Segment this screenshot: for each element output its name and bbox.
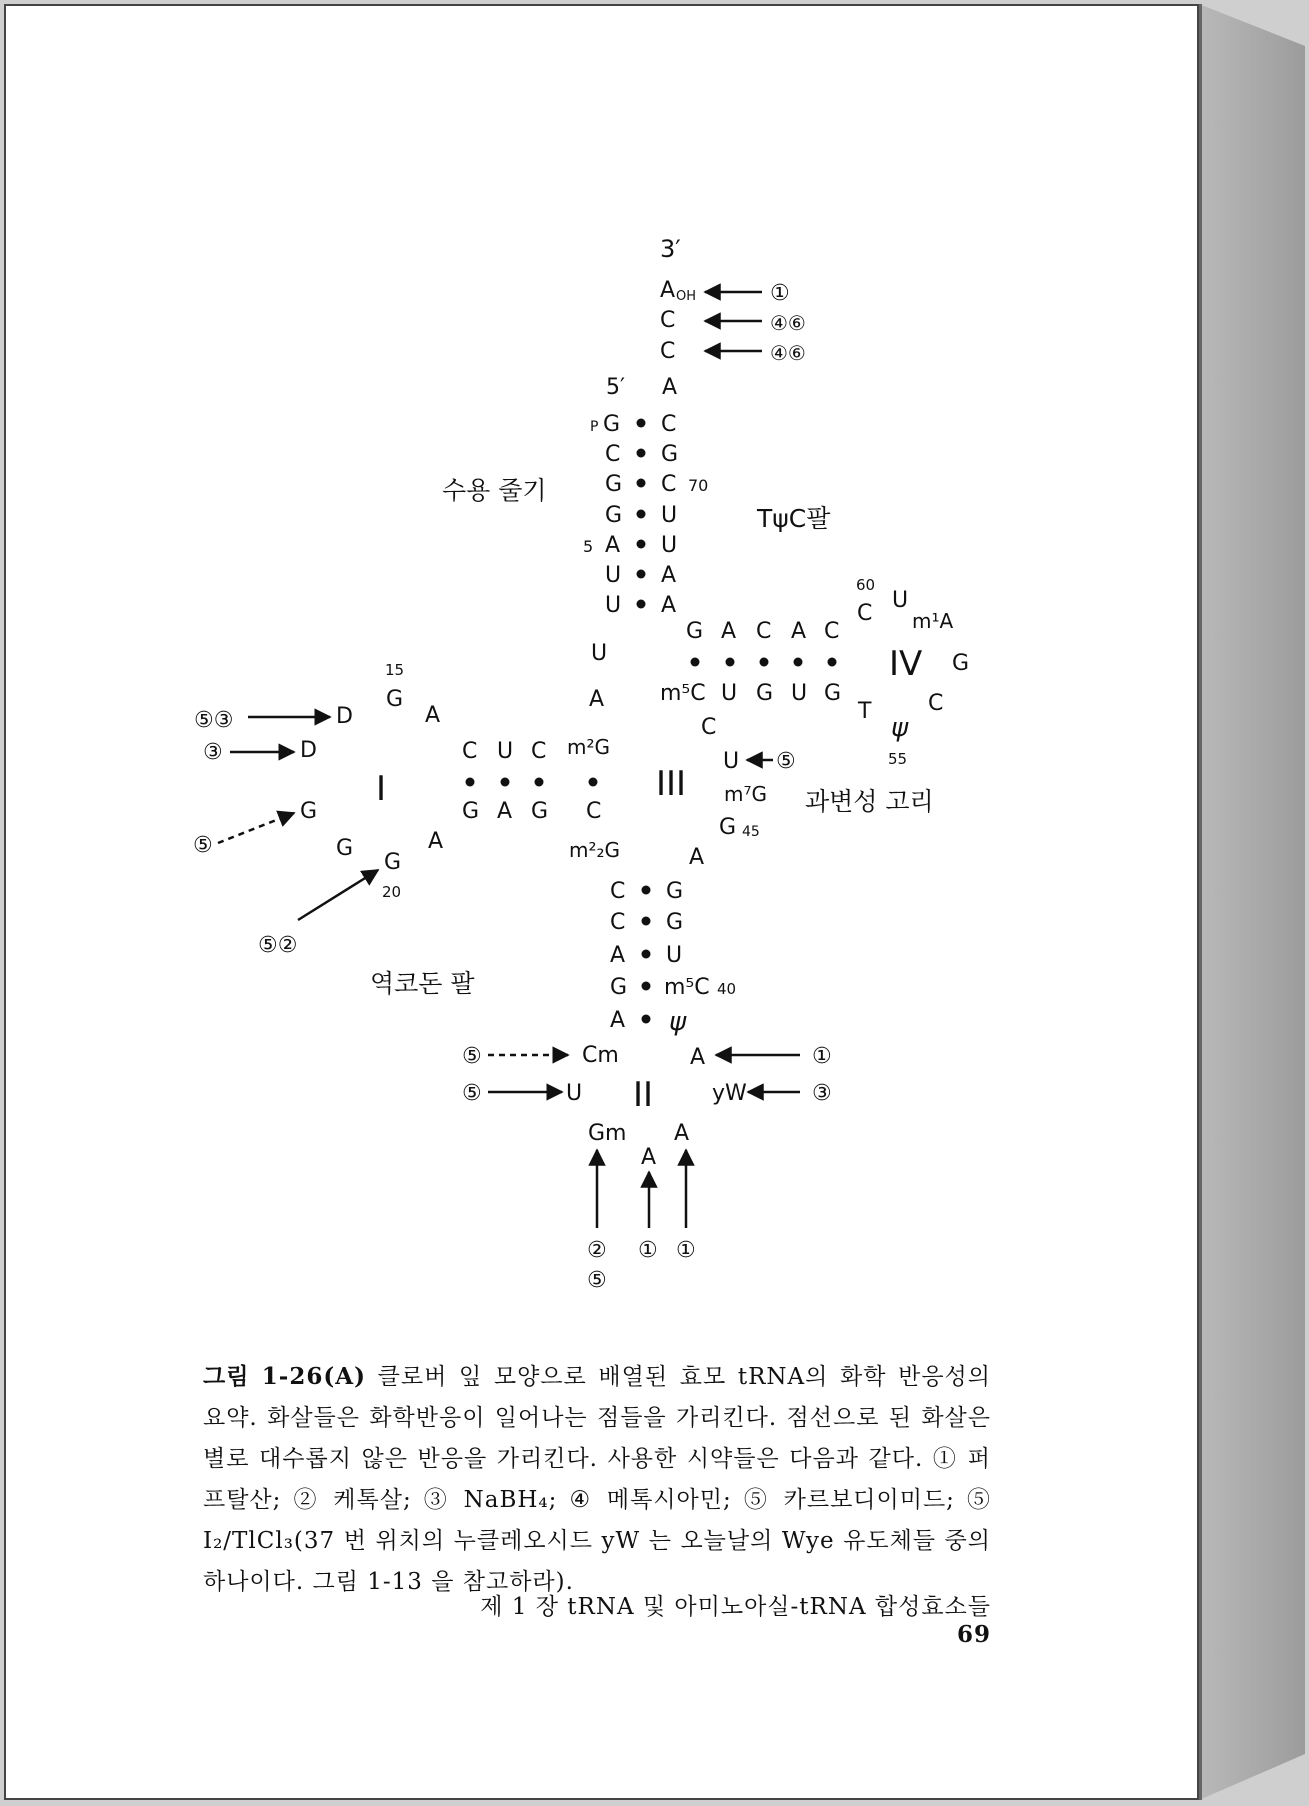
- mark-d2: ③: [203, 740, 223, 765]
- anticodon-left-2: A: [610, 943, 626, 968]
- tpsic-arm-label: TψC팔: [757, 504, 831, 533]
- anticodon-arm: [370, 879, 832, 1293]
- pair-dot: [642, 982, 651, 991]
- roman-i: I: [376, 769, 387, 809]
- mark-yw: ③: [812, 1081, 832, 1106]
- chapter-title: 제 1 장 tRNA 및 아미노아실-tRNA 합성효소들: [480, 1594, 991, 1620]
- anticodon-right-0: G: [666, 879, 684, 904]
- page-number: 69: [956, 1621, 991, 1648]
- pair-dot: [637, 540, 646, 549]
- acceptor-c2: C: [660, 339, 676, 364]
- d-arm: [193, 661, 601, 958]
- pair-dot: [535, 778, 544, 787]
- acceptor-left-6: U: [605, 593, 622, 618]
- mark-gm-extra: ⑤: [587, 1268, 607, 1293]
- pair-dot: [691, 658, 700, 667]
- tpsic-bottom-0: m⁵C: [660, 681, 706, 706]
- junction-a9: A: [589, 687, 605, 712]
- tpsic-bottom-2: G: [756, 681, 774, 706]
- junction-g45: G: [719, 815, 737, 840]
- anticodon-right-1: G: [666, 910, 684, 935]
- pair-dot: [501, 778, 510, 787]
- d-arm-g20: G: [384, 850, 402, 875]
- d-arm-top-0: C: [462, 739, 478, 764]
- acceptor-right-6: A: [661, 593, 677, 618]
- anticodon-left-1: C: [610, 910, 626, 935]
- tpsic-loop-m1a: m¹A: [912, 609, 954, 633]
- pair-dot: [642, 886, 651, 895]
- d-arm-bottom-2: G: [531, 799, 549, 824]
- tpsic-loop-c2: C: [928, 691, 944, 716]
- pair-dot: [637, 449, 646, 458]
- acceptor-left-3: G: [605, 503, 623, 528]
- anticodon-right-4: ψ: [669, 1007, 687, 1037]
- junction-u8: U: [591, 641, 608, 666]
- pair-dot: [637, 510, 646, 519]
- acceptor-left-0-p: P: [590, 419, 599, 435]
- d-arm-bottom-0: G: [462, 799, 480, 824]
- d-arm-g-low: G: [336, 836, 354, 861]
- roman-iii: III: [656, 764, 687, 804]
- tpsic-top-4: C: [824, 619, 840, 644]
- acceptor-left-5: U: [605, 563, 622, 588]
- tpsic-bottom-3: U: [791, 681, 808, 706]
- num-40: 40: [717, 980, 737, 998]
- junction-m7g: m⁷G: [724, 782, 767, 806]
- pair-dot: [637, 600, 646, 609]
- d-arm-a14: A: [425, 703, 441, 728]
- acceptor-stem: [583, 412, 708, 618]
- junction-m22g: m²₂G: [569, 838, 621, 862]
- tpsic-loop-u: U: [892, 588, 909, 613]
- num-45: 45: [742, 824, 760, 840]
- tpsic-loop-t: T: [858, 699, 872, 724]
- d-arm-g15: G: [386, 687, 404, 712]
- num-5: 5: [583, 537, 594, 556]
- running-footer: [430, 1588, 991, 1648]
- num-20: 20: [382, 883, 402, 901]
- anticodon-left-3: G: [610, 975, 628, 1000]
- anticodon-cm: Cm: [582, 1043, 619, 1068]
- acceptor-a: A: [662, 375, 678, 400]
- mark-g20: ⑤②: [258, 933, 298, 958]
- tpsic-top-0: G: [686, 619, 704, 644]
- variable-loop-label: 과변성 고리: [805, 787, 934, 816]
- acceptor-oh-sub: OH: [676, 289, 697, 304]
- roman-ii: II: [633, 1075, 654, 1115]
- anticodon-left-0: C: [610, 879, 626, 904]
- acceptor-right-3: U: [661, 503, 678, 528]
- tpsic-bottom-4: G: [824, 681, 842, 706]
- anticodon-gm: Gm: [588, 1121, 627, 1146]
- arrow-g-dashed: [218, 813, 294, 843]
- junction-m2g: m²G: [567, 735, 610, 759]
- tpsic-top-3: A: [791, 619, 807, 644]
- anticodon-a37: A: [690, 1045, 706, 1070]
- mark-u: ⑤: [462, 1081, 482, 1106]
- d-arm-bottom-1: A: [497, 799, 513, 824]
- acceptor-c1: C: [660, 308, 676, 333]
- pair-dot: [642, 950, 651, 959]
- d-arm-a21: A: [428, 829, 444, 854]
- tpsic-top-2: C: [756, 619, 772, 644]
- d-arm-d2: D: [300, 738, 317, 763]
- acceptor-stem-label: 수용 줄기: [442, 476, 547, 505]
- pair-dot: [589, 778, 598, 787]
- tpsic-top-1: A: [721, 619, 737, 644]
- anticodon-left-4: A: [610, 1008, 626, 1033]
- caption-text: 클로버 잎 모양으로 배열된 효모 tRNA의 화학 반응성의 요약. 화살들은 화학반응이 일어나는 점들을 가리킨다. 점선으로 된 화살은 별로 대수롭지 않은 반응을 가리킨다. 사용한 시약들은 다음과 같다. ① 퍼프탈산; ② 케톡살; ③ NaBH₄; ④ 메톡시아민; ⑤ 카르보디이미드; ⑤ I₂/TlCl₃(37 번 위치의 누클레오시드 yW 는 오늘날의 Wye 유도체들 중의 하나이다. 그림 1-13 을 참고하라).: [203, 1364, 991, 1595]
- acceptor-left-2: G: [605, 472, 623, 497]
- pair-dot: [466, 778, 475, 787]
- pair-dot: [794, 658, 803, 667]
- pair-dot: [726, 658, 735, 667]
- roman-iv: IV: [889, 644, 923, 684]
- tpsic-loop-c: C: [857, 601, 873, 626]
- tpsic-bottom-1: U: [721, 681, 738, 706]
- num-55: 55: [888, 750, 908, 768]
- anticodon-u: U: [566, 1081, 583, 1106]
- caption-label: 그림 1-26(A): [203, 1363, 366, 1390]
- junction-region: [567, 641, 934, 870]
- mark-c1: ④⑥: [770, 311, 806, 335]
- pair-dot: [642, 1015, 651, 1024]
- mark-g: ⑤: [193, 833, 213, 858]
- anticodon-right-2: U: [666, 943, 683, 968]
- acceptor-a-oh: A: [660, 278, 676, 303]
- tpsic-loop-g: G: [952, 651, 970, 676]
- acceptor-left-1: C: [605, 442, 621, 467]
- mark-c2: ④⑥: [770, 341, 806, 365]
- acceptor-left-4: A: [605, 533, 621, 558]
- tpsic-loop-psi: ψ: [891, 713, 909, 743]
- mark-a36: ①: [676, 1238, 696, 1263]
- mark-cm: ⑤: [462, 1044, 482, 1069]
- d-arm-top-1: U: [497, 739, 514, 764]
- anticodon-arm-label: 역코돈 팔: [370, 969, 475, 998]
- mark-gm: ②: [587, 1238, 607, 1263]
- mark-a35: ①: [638, 1238, 658, 1263]
- mark-u47: ⑤: [776, 749, 796, 774]
- junction-c48: C: [701, 715, 717, 740]
- mark-a37: ①: [812, 1044, 832, 1069]
- acceptor-right-5: A: [661, 563, 677, 588]
- pair-dot: [642, 917, 651, 926]
- pair-dot: [637, 570, 646, 579]
- three-prime-label: 3′: [660, 235, 681, 263]
- arrow-g20: [298, 870, 378, 920]
- acceptor-right-1: G: [661, 442, 679, 467]
- num-15: 15: [385, 661, 405, 679]
- pair-dot: [637, 479, 646, 488]
- d-arm-bottom-3: C: [586, 799, 602, 824]
- acceptor-right-0: C: [661, 412, 677, 437]
- pair-dot: [828, 658, 837, 667]
- pair-dot: [760, 658, 769, 667]
- pair-dot: [637, 419, 646, 428]
- anticodon-a35: A: [641, 1145, 657, 1170]
- mark-d1: ⑤③: [194, 708, 234, 733]
- anticodon-a36: A: [674, 1121, 690, 1146]
- num-60: 60: [856, 576, 876, 594]
- figure-caption: [203, 1356, 991, 1603]
- junction-a44: A: [689, 845, 705, 870]
- anticodon-yw: yW: [712, 1081, 747, 1106]
- d-arm-top-2: C: [531, 739, 547, 764]
- junction-u47: U: [723, 749, 740, 774]
- acceptor-right-2: C: [661, 472, 677, 497]
- five-prime-label: 5′: [606, 375, 625, 400]
- mark-a-oh: ①: [770, 281, 790, 306]
- d-arm-d1: D: [336, 704, 353, 729]
- acceptor-left-0: G: [603, 412, 621, 437]
- num-70: 70: [688, 476, 709, 495]
- d-arm-g-mid: G: [300, 799, 318, 824]
- anticodon-right-3: m⁵C: [664, 975, 710, 1000]
- acceptor-right-4: U: [661, 533, 678, 558]
